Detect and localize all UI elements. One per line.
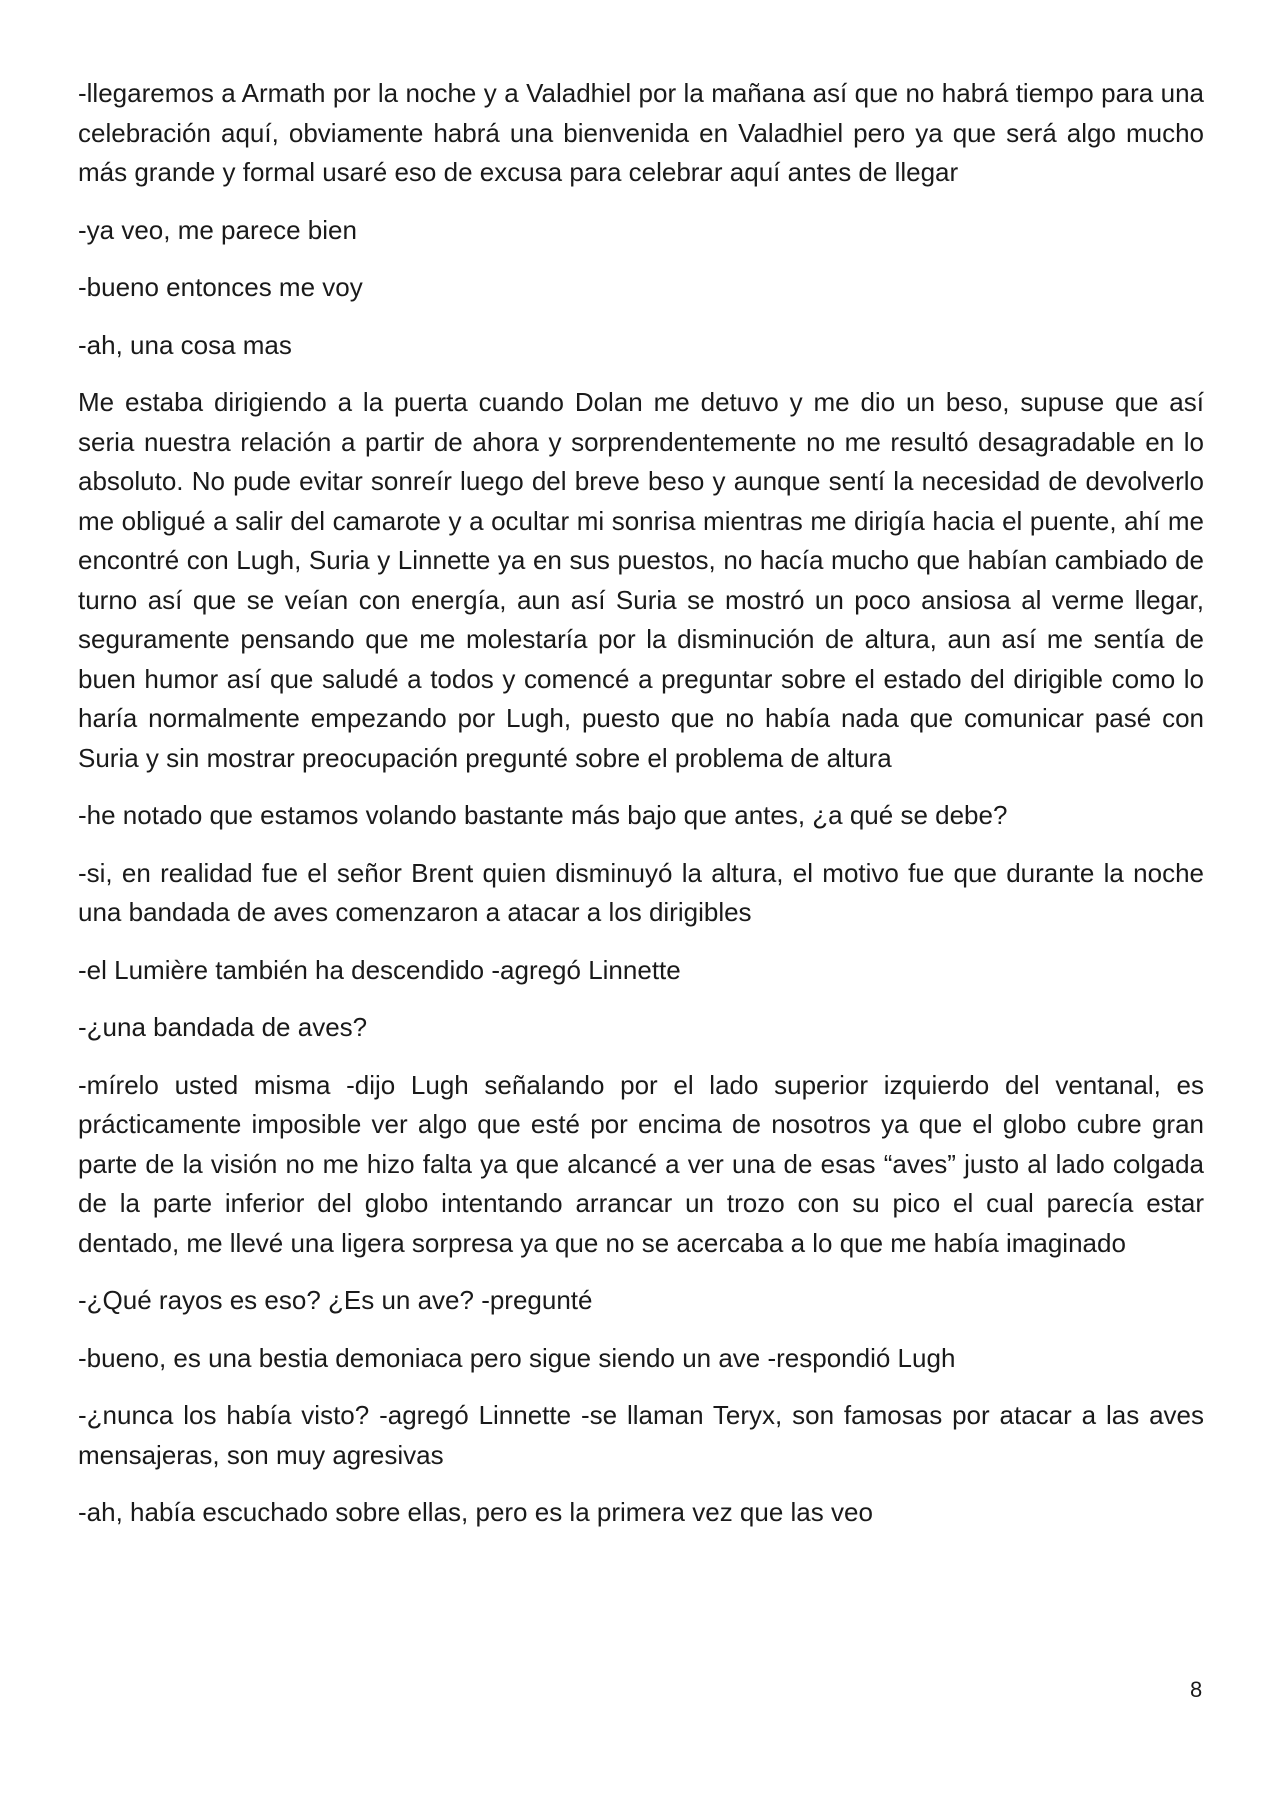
paragraph: -si, en realidad fue el señor Brent quien disminuyó la altura, el motivo fue que durante la noche una bandada de aves comenzaron a atacar a los dirigibles: [78, 857, 1204, 927]
paragraph: -llegaremos a Armath por la noche y a Valadhiel por la mañana así que no habrá tiempo para una celebración aquí, obviamente habrá una bienvenida en Valadhiel pero ya que será algo mucho más grande y formal usaré eso de excusa para celebrar aquí antes de llegar: [78, 78, 1204, 187]
paragraph: -¿nunca los había visto? -agregó Linnette -se llaman Teryx, son famosas por atacar a las aves mensajeras, son muy agresivas: [78, 1400, 1204, 1470]
paragraph: -he notado que estamos volando bastante más bajo que antes, ¿a qué se debe?: [78, 800, 1008, 830]
paragraph: -¿Qué rayos es eso? ¿Es un ave? -pregunté: [78, 1285, 593, 1315]
page-body: [78, 74, 1204, 1551]
paragraph: -mírelo usted misma -dijo Lugh señalando por el lado superior izquierdo del ventanal, es prácticamente imposible ver algo que esté por encima de nosotros ya que el globo cubre gran parte de la visión no me hizo falta ya que alcancé a ver una de esas “aves” justo al lado colgada de la parte inferior del globo intentando arrancar un trozo con su pico el cual parecía estar dentado, me llevé una ligera sorpresa ya que no se acercaba a lo que me había imaginado: [78, 1069, 1204, 1258]
paragraph: -el Lumière también ha descendido -agregó Linnette: [78, 954, 681, 985]
paragraph: -bueno entonces me voy: [78, 272, 363, 302]
paragraph: -bueno, es una bestia demoniaca pero sigue siendo un ave -respondió Lugh: [78, 1342, 956, 1373]
paragraph: Me estaba dirigiendo a la puerta cuando Dolan me detuvo y me dio un beso, supuse que así seria nuestra relación a partir de ahora y sorprendentemente no me resultó desagradable en lo absoluto. No pude evitar sonreír luego del breve beso y aunque sentí la necesidad de devolverlo me obligué a salir del camarote y a ocultar mi sonrisa mientras me dirigía hacia el puente, ahí me encontré con Lugh, Suria y Linnette ya en sus puestos, no hacía mucho que habían cambiado de turno así que se veían con energía, aun así Suria se mostró un poco ansiosa al verme llegar, seguramente pensando que me molestaría por la disminución de altura, aun así me sentía de buen humor así que saludé a todos y comencé a preguntar sobre el estado del dirigible como lo haría normalmente empezando por Lugh, puesto que no había nada que comunicar pasé con Suria y sin mostrar preocupación pregunté sobre el problema de altura: [78, 387, 1204, 773]
paragraph: -ya veo, me parece bien: [78, 214, 357, 245]
page-number: 8: [1190, 1677, 1203, 1702]
paragraph: -ah, una cosa mas: [78, 329, 292, 360]
paragraph: -ah, había escuchado sobre ellas, pero es la primera vez que las veo: [78, 1497, 873, 1527]
paragraph: -¿una bandada de aves?: [78, 1012, 368, 1042]
